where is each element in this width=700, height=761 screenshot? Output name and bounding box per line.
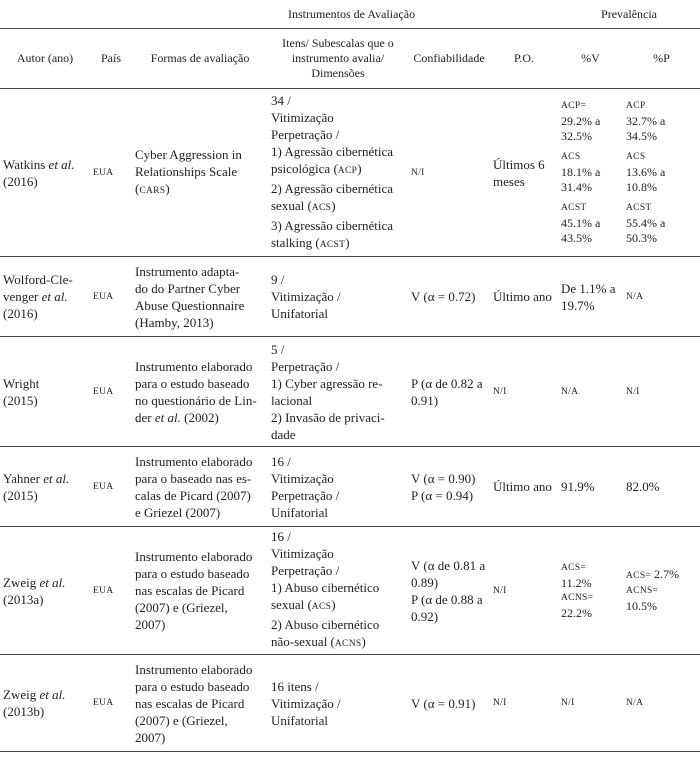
country-cell: EUA <box>90 655 132 752</box>
pv-cell: ACP= 29.2% a 32.5% ACS 18.1% a 31.4% ACST 45.1% a 43.5% <box>558 89 623 257</box>
pp-cell: 82.0% <box>623 447 700 527</box>
forms-cell: Instrumento elaborado para o estudo baseado nas escalas de Picard (2007) e (Griezel, 2007) <box>132 527 268 655</box>
col-header-reliability: Confiabilidade <box>408 29 490 89</box>
col-header-po: P.O. <box>490 29 558 89</box>
pp-cell: ACP 32.7% a 34.5% ACS 13.6% a 10.8% ACST 55.4% a 50.3% <box>623 89 700 257</box>
po-cell: N/I <box>490 655 558 752</box>
pv-cell: ACS= 11.2% ACNS= 22.2% <box>558 527 623 655</box>
table-row <box>0 89 700 257</box>
table-row <box>0 527 700 655</box>
po-cell: Último ano <box>490 447 558 527</box>
po-cell: Últimos 6 meses <box>490 89 558 257</box>
po-cell: N/I <box>490 337 558 447</box>
col-header-forms: Formas de avaliação <box>132 29 268 89</box>
items-cell: 34 / Vitimização Perpetração / 1) Agressão cibernética psicológica (ACP) 2) Agressão cibernética sexual (ACS) 3) Agressão cibernética stalking (ACST) <box>268 89 408 257</box>
author-cell: Watkins et al. (2016) <box>0 89 90 257</box>
col-header-items: Itens/ Subescalas que o instrumento avalia/ Dimensões <box>268 29 408 89</box>
reliability-cell: P (α de 0.82 a 0.91) <box>408 337 490 447</box>
author-cell: Yahner et al. (2015) <box>0 447 90 527</box>
col-header-pv: %V <box>558 29 623 89</box>
pp-cell: N/A <box>623 257 700 337</box>
pv-cell: 91.9% <box>558 447 623 527</box>
country-cell: EUA <box>90 447 132 527</box>
po-cell: Último ano <box>490 257 558 337</box>
forms-cell: Instrumento elaborado para o estudo baseado nas escalas de Picard (2007) e (Griezel, 2007) <box>132 655 268 752</box>
column-header-row <box>0 29 700 89</box>
table-row <box>0 447 700 527</box>
items-cell: 5 / Perpetração / 1) Cyber agressão re- lacional 2) Invasão de privaci- dade <box>268 337 408 447</box>
forms-cell: Instrumento elaborado para o baseado nas es- calas de Picard (2007) e Griezel (2007) <box>132 447 268 527</box>
table-row <box>0 257 700 337</box>
reliability-cell: V (α = 0.72) <box>408 257 490 337</box>
group-header-row <box>0 0 700 29</box>
country-cell: EUA <box>90 89 132 257</box>
items-cell: 9 / Vitimização / Unifatorial <box>268 257 408 337</box>
reliability-cell: V (α = 0.90) P (α = 0.94) <box>408 447 490 527</box>
author-cell: Zweig et al. (2013b) <box>0 655 90 752</box>
pv-cell: N/A <box>558 337 623 447</box>
country-cell: EUA <box>90 337 132 447</box>
items-cell: 16 itens / Vitimização / Unifatorial <box>268 655 408 752</box>
forms-cell: Cyber Aggression in Relationships Scale (CARS) <box>132 89 268 257</box>
forms-cell: Instrumento elaborado para o estudo baseado no questionário de Lin- der et al. (2002) <box>132 337 268 447</box>
reliability-cell: N/I <box>408 89 490 257</box>
col-header-country: País <box>90 29 132 89</box>
pv-cell: De 1.1% a 19.7% <box>558 257 623 337</box>
group-header-instruments: Instrumentos de Avaliação <box>408 0 558 29</box>
author-cell: Wright (2015) <box>0 337 90 447</box>
col-header-pp: %P <box>623 29 700 89</box>
country-cell: EUA <box>90 527 132 655</box>
items-cell: 16 / Vitimização Perpetração / Unifatorial <box>268 447 408 527</box>
country-cell: EUA <box>90 257 132 337</box>
table-row <box>0 337 700 447</box>
pp-cell: ACS= 2.7% ACNS= 10.5% <box>623 527 700 655</box>
po-cell: N/I <box>490 527 558 655</box>
reliability-cell: V (α = 0.91) <box>408 655 490 752</box>
reliability-cell: V (α de 0.81 a 0.89) P (α de 0.88 a 0.92) <box>408 527 490 655</box>
forms-cell: Instrumento adapta- do do Partner Cyber Abuse Questionnaire (Hamby, 2013) <box>132 257 268 337</box>
table-row <box>0 655 700 752</box>
pv-cell: N/I <box>558 655 623 752</box>
pp-cell: N/A <box>623 655 700 752</box>
author-cell: Zweig et al. (2013a) <box>0 527 90 655</box>
items-cell: 16 / Vitimização Perpetração / 1) Abuso cibernético sexual (ACS) 2) Abuso cibernético não-sexual (ACNS) <box>268 527 408 655</box>
pp-cell: N/I <box>623 337 700 447</box>
col-header-author: Autor (ano) <box>0 29 90 89</box>
group-header-prevalence: Prevalência <box>558 0 700 29</box>
author-cell: Wolford-Cle- venger et al. (2016) <box>0 257 90 337</box>
